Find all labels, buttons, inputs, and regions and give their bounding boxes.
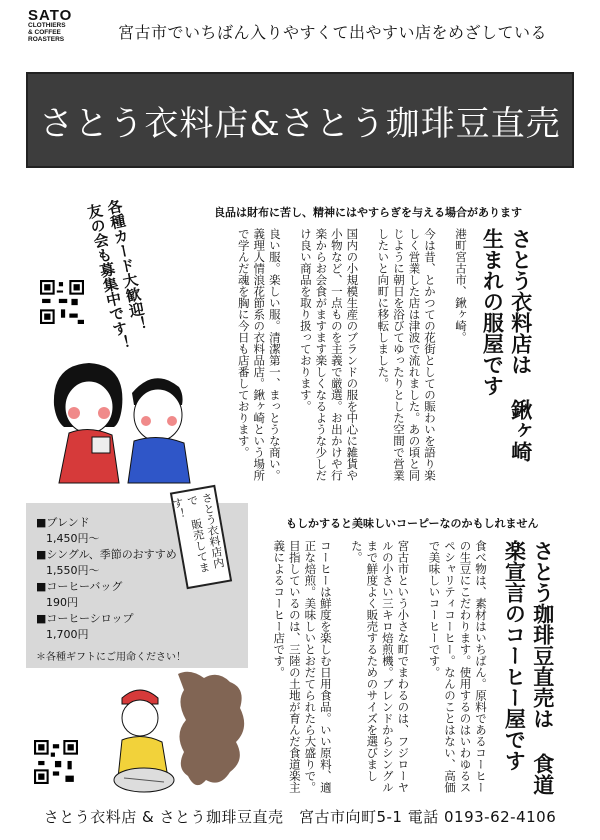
clothing-body: 港町宮古市、鍬ヶ崎。 今は昔、とかつての花街としての賑わいを語り楽しく営業した店は津波で流れました。あの頃と同じように朝日を浴びてゆったりとした空間で営業したいと向町に移転しました。 国内の小規模生産のブランドの服を中心に雑貨や小物など、一点ものを主義で厳選。お出かけや行楽からお会食がますます楽しくなるような少しだけ良い商品を取り扱っております。 良い服。楽しい服。清潔第一、まっとうな商い。義理人情浪花節系の衣料品店。鍬ヶ崎という場所で学んだ魂を胸に今日も店番しております。 xyxy=(236,228,468,481)
coffee-title: さとう珈琲豆直売は 食道楽宣言のコーヒー屋です xyxy=(502,540,555,795)
price-item-bag: ■コーヒーバッグ xyxy=(36,579,123,593)
logo-line2: CLOTHIERS xyxy=(28,22,66,29)
people-illustration xyxy=(34,345,214,485)
roaster-illustration xyxy=(100,668,250,800)
price-value-blend: 1,450円〜 xyxy=(46,531,100,545)
clothing-title: さとう衣料店は 鍬ヶ崎生まれの服屋です xyxy=(480,228,533,462)
sold-in-store-stamp: さとう衣料店内で 販売してます！ xyxy=(170,485,232,589)
qr-code-clothing[interactable] xyxy=(40,280,84,324)
coffee-headline: もしかすると美味しいコーピーなのかもしれません xyxy=(286,517,539,530)
sato-logo xyxy=(28,8,94,43)
price-value-bag: 190円 xyxy=(46,595,78,609)
logo-line3: & COFFEE xyxy=(28,28,61,36)
footer-contact: さとう衣料店 & さとう珈琲豆直売 宮古市向町5-1 電話 0193-62-4106 xyxy=(43,808,557,826)
price-item-single: ■シングル、季節のおすすめ xyxy=(36,547,177,561)
price-value-single: 1,550円〜 xyxy=(46,563,100,577)
clothing-headline: 良品は財布に苦し、精神にはやすらぎを与える場合があります xyxy=(214,206,522,219)
gift-note: ＊各種ギフトにご用命ください！ xyxy=(36,651,186,663)
coffee-body: 食べ物は、素材はいちばん。原料であるコーヒーの生豆にこだわります。使用するのはいわゆるスペシャリティコーヒー。なんのことはない、高価で美味しいコーヒーです。 宮古市という小さな町でまわるのは、フジローヤルの小さい三キロ焙煎機。ブレンドからシングルまで鮮度よく販売するためのサイズを選びました。 コーヒーは鮮度を楽しむ日用食品。いい原料、適正な焙煎。美味しいとおだてられたら大盛りで。目指しているのは、三陸の土地が育んだ食道楽主義によるコーヒー店です。 xyxy=(272,540,488,793)
qr-code-coffee[interactable] xyxy=(34,740,78,784)
price-item-blend: ■ブレンド xyxy=(36,516,90,529)
price-value-syrup: 1,700円 xyxy=(46,627,89,641)
title-banner xyxy=(26,72,574,168)
logo-line1: SATO xyxy=(28,7,73,24)
logo-line4: ROASTERS xyxy=(28,35,65,43)
card-notice: 各種カード大歓迎！ 友の会も募集中です！ xyxy=(84,197,150,353)
tagline: 宮古市でいちばん入りやすくて出やすい店をめざしている xyxy=(118,23,548,42)
price-item-syrup: ■コーヒーシロップ xyxy=(36,611,134,625)
banner-title: さとう衣料店&さとう珈琲豆直売 xyxy=(39,103,561,144)
